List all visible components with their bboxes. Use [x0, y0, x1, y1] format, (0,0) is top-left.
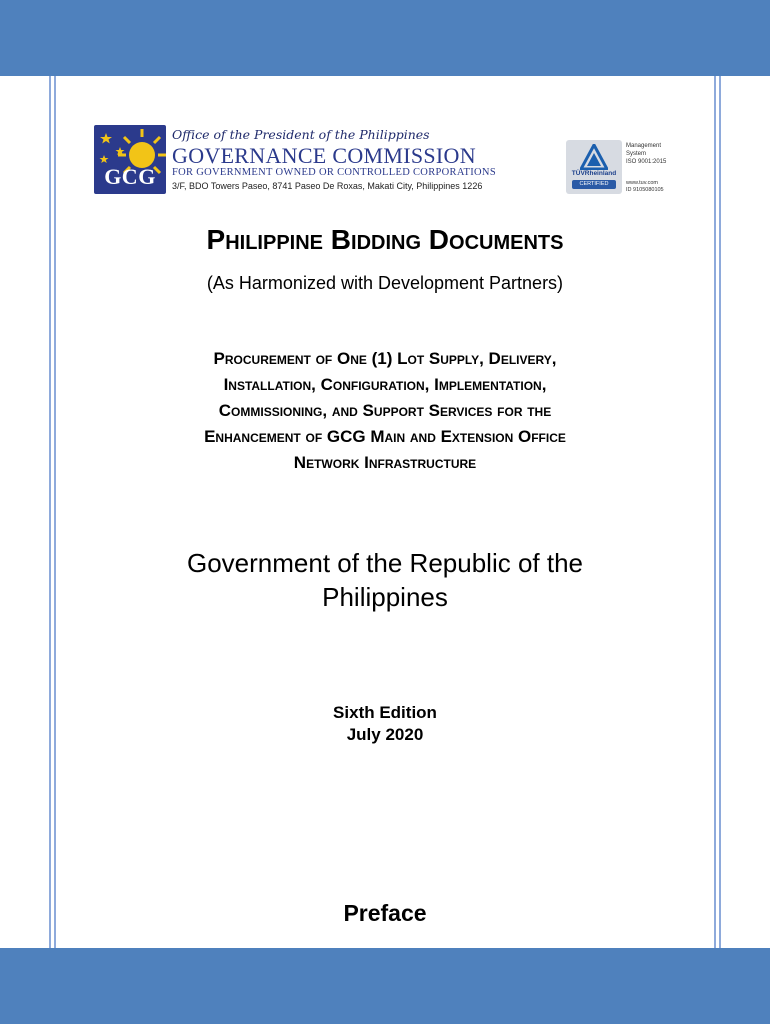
government-heading [100, 546, 670, 614]
tuv-brand: TÜVRheinland [571, 170, 617, 177]
tuv-web: www.tuv.com [626, 180, 658, 186]
project-line: Network Infrastructure [293, 453, 477, 472]
footer-band [0, 948, 770, 1024]
project-line: Enhancement of GCG Main and Extension Office [204, 427, 566, 446]
iso-certification-badge [566, 140, 676, 194]
tuv-reference-text [626, 180, 678, 194]
edition-info [235, 702, 535, 746]
left-border-line-inner [54, 76, 56, 948]
title-p-initial: P [206, 224, 226, 255]
edition-date: July 2020 [346, 725, 424, 744]
project-line: Procurement of One (1) Lot Supply, Delivery, [213, 349, 557, 368]
government-line: Government of the Republic of the [186, 548, 583, 578]
project-line: Commissioning, and Support Services for the [218, 401, 552, 420]
tuv-id: ID 9105080105 [626, 187, 664, 193]
right-border-line-inner [714, 76, 716, 948]
gcg-letterhead [94, 125, 514, 195]
title-word-documents: ocuments [449, 224, 564, 255]
right-border-line [719, 76, 721, 948]
document-subtitle: (As Harmonized with Development Partners) [206, 273, 564, 293]
title-word-bidding: idding [351, 224, 429, 255]
government-line: Philippines [322, 582, 448, 612]
tuv-line3: ISO 9001:2015 [626, 159, 667, 165]
title-b-initial: B [330, 224, 352, 255]
tuv-line1: Management [626, 143, 662, 149]
office-line: Office of the President of the Philippines [172, 127, 430, 142]
tuv-triangle-icon [580, 144, 608, 170]
management-system-text [626, 142, 678, 166]
preface-heading: Preface [343, 900, 427, 926]
gcg-logo [94, 125, 166, 194]
title-word-philippine: hilippine [225, 224, 331, 255]
gcg-logo-letters: GCG [104, 164, 156, 189]
commission-name: GOVERNANCE COMMISSION [172, 143, 476, 168]
commission-address: 3/F, BDO Towers Paseo, 8741 Paseo De Roxas, Makati City, Philippines 1226 [172, 181, 483, 191]
tuv-logo [566, 140, 622, 194]
left-border-line [49, 76, 51, 948]
header-band [0, 0, 770, 76]
edition-label: Sixth Edition [333, 703, 437, 722]
project-title [95, 346, 675, 476]
project-line: Installation, Configuration, Implementation, [223, 375, 547, 394]
tuv-line2: System [626, 151, 647, 157]
title-d-initial: D [428, 224, 450, 255]
commission-subtitle: FOR GOVERNMENT OWNED OR CONTROLLED CORPORATIONS [172, 167, 496, 178]
tuv-certified-tag: CERTIFIED [572, 180, 616, 189]
document-title [60, 224, 710, 256]
